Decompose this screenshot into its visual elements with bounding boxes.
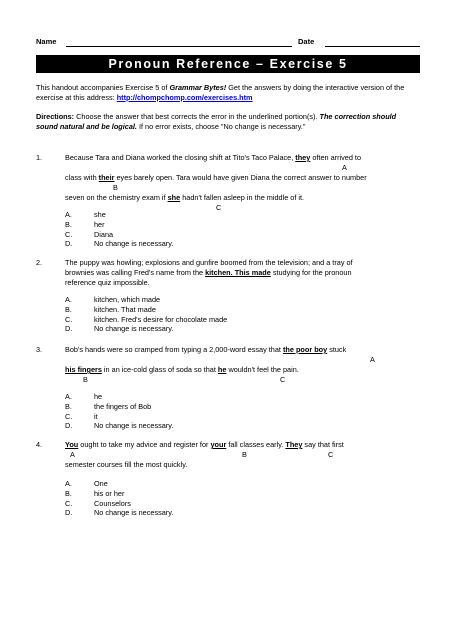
option-letter: D. xyxy=(65,239,73,249)
answer-choices-1 xyxy=(65,210,173,249)
q3-underline-a: the poor boy xyxy=(282,345,328,354)
q1-underline-a: they xyxy=(295,153,311,162)
marker-b: B xyxy=(242,450,247,459)
question-number: 4. xyxy=(36,440,43,449)
marker-a: A xyxy=(370,355,375,364)
name-line[interactable] xyxy=(66,46,292,47)
option-text: No change is necessary. xyxy=(94,421,174,431)
q3-text-2: in an ice-cold glass of soda so that xyxy=(101,365,218,374)
option-letter: C. xyxy=(65,498,73,508)
option-letter: B. xyxy=(65,401,72,411)
option-text: No change is necessary. xyxy=(94,324,174,334)
date-label: Date xyxy=(298,37,315,46)
q3-underline-c: he xyxy=(217,365,227,374)
answer-option[interactable] xyxy=(65,421,173,431)
option-text: Counselors xyxy=(94,498,131,508)
option-letter: D. xyxy=(65,324,73,334)
answer-option[interactable] xyxy=(65,324,227,334)
answer-option[interactable] xyxy=(65,499,173,509)
q4-underline-b: your xyxy=(210,440,227,449)
option-letter: D. xyxy=(65,421,73,431)
q1-text-2: class with xyxy=(65,173,99,182)
answer-choices-3 xyxy=(65,392,173,431)
answer-choices-4 xyxy=(65,479,173,518)
q2-text-2: brownies was calling Fred's name from the xyxy=(65,268,206,277)
q1-underline-c: she xyxy=(167,193,181,202)
marker-c: C xyxy=(216,203,222,212)
option-letter: A. xyxy=(65,295,72,304)
answer-choices-2 xyxy=(65,295,227,334)
name-date-bar xyxy=(36,37,420,49)
directions-label: Directions: xyxy=(36,112,75,121)
q1-text-2b: eyes barely open. Tara would have given Diana the correct answer to number xyxy=(114,173,367,182)
q4-text-c: say that first xyxy=(302,440,344,449)
option-text: kitchen, which made xyxy=(94,295,161,304)
directions-text: Choose the answer that best corrects the error in the underlined portion(s). xyxy=(74,112,320,121)
option-text: kitchen. That made xyxy=(94,304,156,314)
option-text: he xyxy=(94,392,103,401)
q3-underline-b: his fingers xyxy=(65,365,102,374)
marker-c: C xyxy=(328,450,334,459)
answer-option[interactable] xyxy=(65,402,173,412)
answer-option[interactable] xyxy=(65,489,173,499)
q2-underline: kitchen. This made xyxy=(205,268,271,277)
option-letter: A. xyxy=(65,479,72,488)
option-text: his or her xyxy=(94,488,125,498)
answer-option[interactable] xyxy=(65,210,173,220)
option-letter: B. xyxy=(65,219,72,229)
q1-underline-b: their xyxy=(98,173,115,182)
page-title: Pronoun Reference – Exercise 5 xyxy=(36,55,420,73)
marker-a: A xyxy=(70,450,75,459)
q1-text-3b: hadn't fallen asleep in the middle of it. xyxy=(180,193,305,202)
exercise-link[interactable]: http://chompchomp.com/exercises.htm xyxy=(116,92,253,102)
marker-b: B xyxy=(113,183,118,192)
option-text: the fingers of Bob xyxy=(94,401,152,411)
q4-text: ought to take my advice and register for xyxy=(78,440,211,449)
q3-text-b: stuck xyxy=(327,345,347,354)
marker-c: C xyxy=(280,375,286,384)
option-letter: A. xyxy=(65,210,72,219)
option-text: Diana xyxy=(94,229,114,239)
option-letter: D. xyxy=(65,508,73,518)
option-text: she xyxy=(94,210,106,219)
option-letter: C. xyxy=(65,411,73,421)
date-line[interactable] xyxy=(325,46,420,47)
directions-text-2: If no error exists, choose "No change is necessary." xyxy=(136,121,306,131)
book-title: Grammar Bytes! xyxy=(169,83,227,92)
intro-paragraph xyxy=(36,83,420,103)
option-letter: A. xyxy=(65,392,72,401)
option-letter: B. xyxy=(65,488,72,498)
answer-option[interactable] xyxy=(65,479,173,489)
question-number: 3. xyxy=(36,345,43,354)
q3-text: Bob's hands were so cramped from typing a 2,000-word essay that xyxy=(65,345,283,354)
answer-option[interactable] xyxy=(65,305,227,315)
question-number: 1. xyxy=(36,153,43,162)
q3-text-2b: wouldn't feel the pain. xyxy=(226,365,299,374)
option-text: No change is necessary. xyxy=(94,239,174,249)
answer-option[interactable] xyxy=(65,295,227,305)
intro-text-2: Get the answers by doing the interactive version of the exercise at this address: xyxy=(36,83,405,102)
q1-text-3: seven on the chemistry exam if xyxy=(65,193,168,202)
answer-option[interactable] xyxy=(65,220,173,230)
q1-text: Because Tara and Diana worked the closing shift at Tito's Taco Palace, xyxy=(65,153,296,162)
q4-text-2: semester courses fill the most quickly. xyxy=(65,460,188,469)
option-text: it xyxy=(94,411,98,421)
option-letter: C. xyxy=(65,314,73,324)
q2-text-2b: studying for the pronoun xyxy=(270,268,352,277)
answer-option[interactable] xyxy=(65,508,173,518)
answer-option[interactable] xyxy=(65,392,173,402)
marker-b: B xyxy=(83,375,88,384)
option-text: kitchen. Fred's desire for chocolate made xyxy=(94,314,228,324)
q4-underline-c: They xyxy=(285,440,303,449)
q4-text-b: fall classes early. xyxy=(226,440,286,449)
directions-paragraph xyxy=(36,112,420,132)
directions-emphasis: The correction should sound natural and be logical. xyxy=(36,112,397,131)
option-letter: C. xyxy=(65,229,73,239)
answer-option[interactable] xyxy=(65,230,173,240)
q2-text-3: reference quiz impossible. xyxy=(65,278,150,287)
option-letter: B. xyxy=(65,304,72,314)
question-number: 2. xyxy=(36,258,43,267)
q2-text: The puppy was howling; explosions and gunfire boomed from the television; and a tray of xyxy=(65,258,353,267)
answer-option[interactable] xyxy=(65,412,173,422)
marker-a: A xyxy=(342,163,347,172)
answer-option[interactable] xyxy=(65,315,227,325)
name-label: Name xyxy=(36,37,57,46)
answer-option[interactable] xyxy=(65,239,173,249)
q1-text-b: often arrived to xyxy=(310,153,362,162)
intro-text: This handout accompanies Exercise 5 of xyxy=(36,83,170,92)
q4-underline-a: You xyxy=(65,440,79,449)
option-text: One xyxy=(94,479,108,488)
option-text: her xyxy=(94,219,105,229)
option-text: No change is necessary. xyxy=(94,508,174,518)
